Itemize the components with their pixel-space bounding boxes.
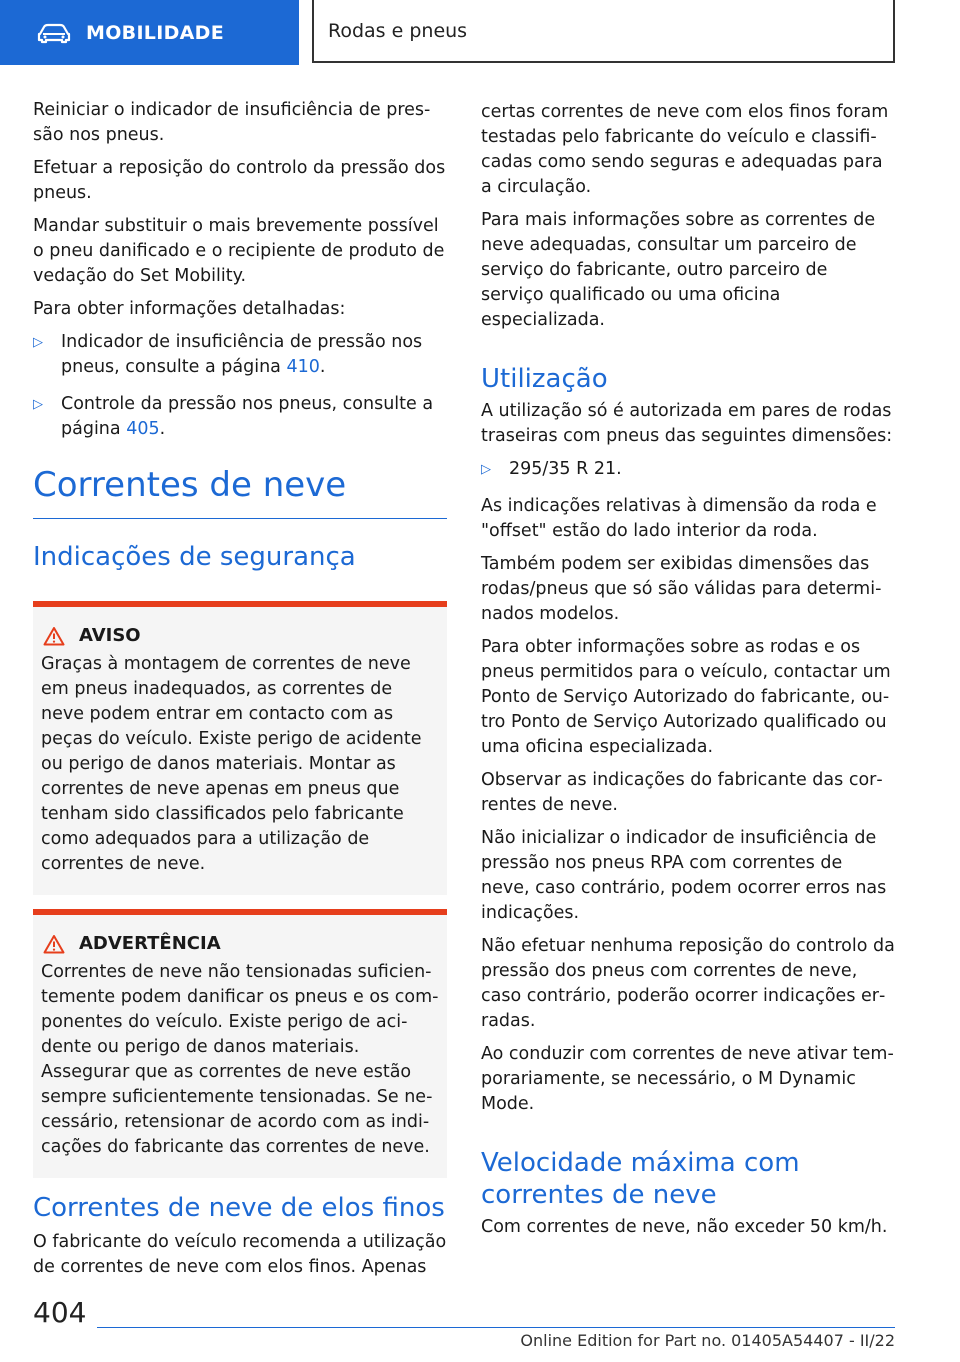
paragraph: Para obter informações detalhadas: <box>33 299 346 319</box>
warning-text: Graças à montagem de correntes de neve em pneus inadequados, as correntes de neve podem entrar em contacto com as peças do veículo. Existe perigo de acidente ou perigo de danos materiais. Montar as correntes de neve apenas em pneus que tenham sido classificados pelo fabricante como adequados para a utilização de correntes de neve. <box>41 654 422 874</box>
paragraph: Para mais informações sobre as correntes de neve adequadas, consultar um parceiro de serviço do fabricante, outro parceiro de serviço qualificado ou uma oficina especializada. <box>481 210 876 330</box>
paragraph: Efetuar a reposição do controlo da pressão dos pneus. <box>33 158 446 203</box>
chapter-title: Rodas e pneus <box>328 19 468 42</box>
caution-text: Correntes de neve não tensionadas suficientemente podem danificar os pneus e os componentes do veículo. Existe perigo de acidente ou perigo de danos materiais. Assegurar que as correntes de neve estão sempre suficientemente tensionadas. Se necessário, retensionar de acordo com as indicações do fabricante das correntes de neve. <box>41 962 439 1157</box>
paragraph: A utilização só é autorizada em pares de rodas traseiras com pneus das seguintes dimensões: <box>481 401 893 446</box>
page-link[interactable]: 410 <box>286 357 320 377</box>
chapter-header <box>312 0 895 63</box>
section-tab[interactable] <box>0 0 299 65</box>
paragraph: Observar as indicações do fabricante das correntes de neve. <box>481 770 883 815</box>
caution-title: ADVERTÊNCIA <box>79 933 221 954</box>
list-item: ▷ Controle da pressão nos pneus, consulte a página 405. <box>33 394 434 439</box>
warning-title: AVISO <box>79 625 141 646</box>
paragraph: Para obter informações sobre as rodas e os pneus permitidos para o veículo, contactar um Ponto de Serviço Autorizado do fabricante, outro Ponto de Serviço Autorizado qualificado ou uma oficina especializada. <box>481 637 891 757</box>
heading-fine-link-chains: Correntes de neve de elos finos <box>33 1193 445 1223</box>
heading-snow-chains: Correntes de neve <box>33 464 447 519</box>
paragraph: Não inicializar o indicador de insuficiência de pressão nos pneus RPA com correntes de neve, caso contrário, podem ocorrer erros nas indicações. <box>481 828 887 923</box>
right-column <box>481 100 895 1248</box>
warning-triangle-icon <box>43 626 65 646</box>
section-title: MOBILIDADE <box>86 21 225 44</box>
heading-max-speed: Velocidade máxima com correntes de neve <box>481 1148 800 1210</box>
left-column <box>33 98 447 1288</box>
list-item: ▷ Indicador de insuficiência de pressão nos pneus, consulte a página 410. <box>33 332 423 377</box>
page-number: 404 <box>33 1296 87 1329</box>
paragraph: Reiniciar o indicador de insuficiência de pressão nos pneus. <box>33 100 431 145</box>
page-link[interactable]: 405 <box>126 419 160 439</box>
triangle-bullet-icon: ▷ <box>481 462 491 477</box>
paragraph: Não efetuar nenhuma reposição do controlo da pressão dos pneus com correntes de neve, caso contrário, poderão ocorrer indicações erradas. <box>481 936 895 1031</box>
paragraph: Mandar substituir o mais brevemente possível o pneu danificado e o recipiente de produto de vedação do Set Mobility. <box>33 216 445 286</box>
reference-list <box>33 330 447 442</box>
paragraph: As indicações relativas à dimensão da roda e "offset" estão do lado interior da roda. <box>481 496 877 541</box>
edition-note: Online Edition for Part no. 01405A54407 - II/22 <box>520 1331 895 1350</box>
heading-usage: Utilização <box>481 364 608 394</box>
paragraph: Ao conduzir com correntes de neve ativar temporariamente, se necessário, o M Dynamic Mode. <box>481 1044 894 1114</box>
triangle-bullet-icon: ▷ <box>33 335 43 350</box>
paragraph: Com correntes de neve, não exceder 50 km/h. <box>481 1217 888 1237</box>
footer-divider <box>97 1327 895 1328</box>
paragraph: O fabricante do veículo recomenda a utilização de correntes de neve com elos finos. Apenas <box>33 1232 447 1277</box>
tire-size-list <box>481 457 895 482</box>
warning-triangle-icon <box>43 934 65 954</box>
list-item: ▷ 295/35 R 21. <box>481 457 895 482</box>
paragraph: certas correntes de neve com elos finos foram testadas pelo fabricante do veículo e classificadas como sendo seguras e adequadas para a circulação. <box>481 102 889 197</box>
car-icon <box>36 21 72 45</box>
heading-safety: Indicações de segurança <box>33 542 356 572</box>
paragraph: Também podem ser exibidas dimensões das rodas/pneus que só são válidas para determinados modelos. <box>481 554 882 624</box>
warning-box <box>33 601 447 895</box>
caution-box <box>33 909 447 1178</box>
triangle-bullet-icon: ▷ <box>33 397 43 412</box>
